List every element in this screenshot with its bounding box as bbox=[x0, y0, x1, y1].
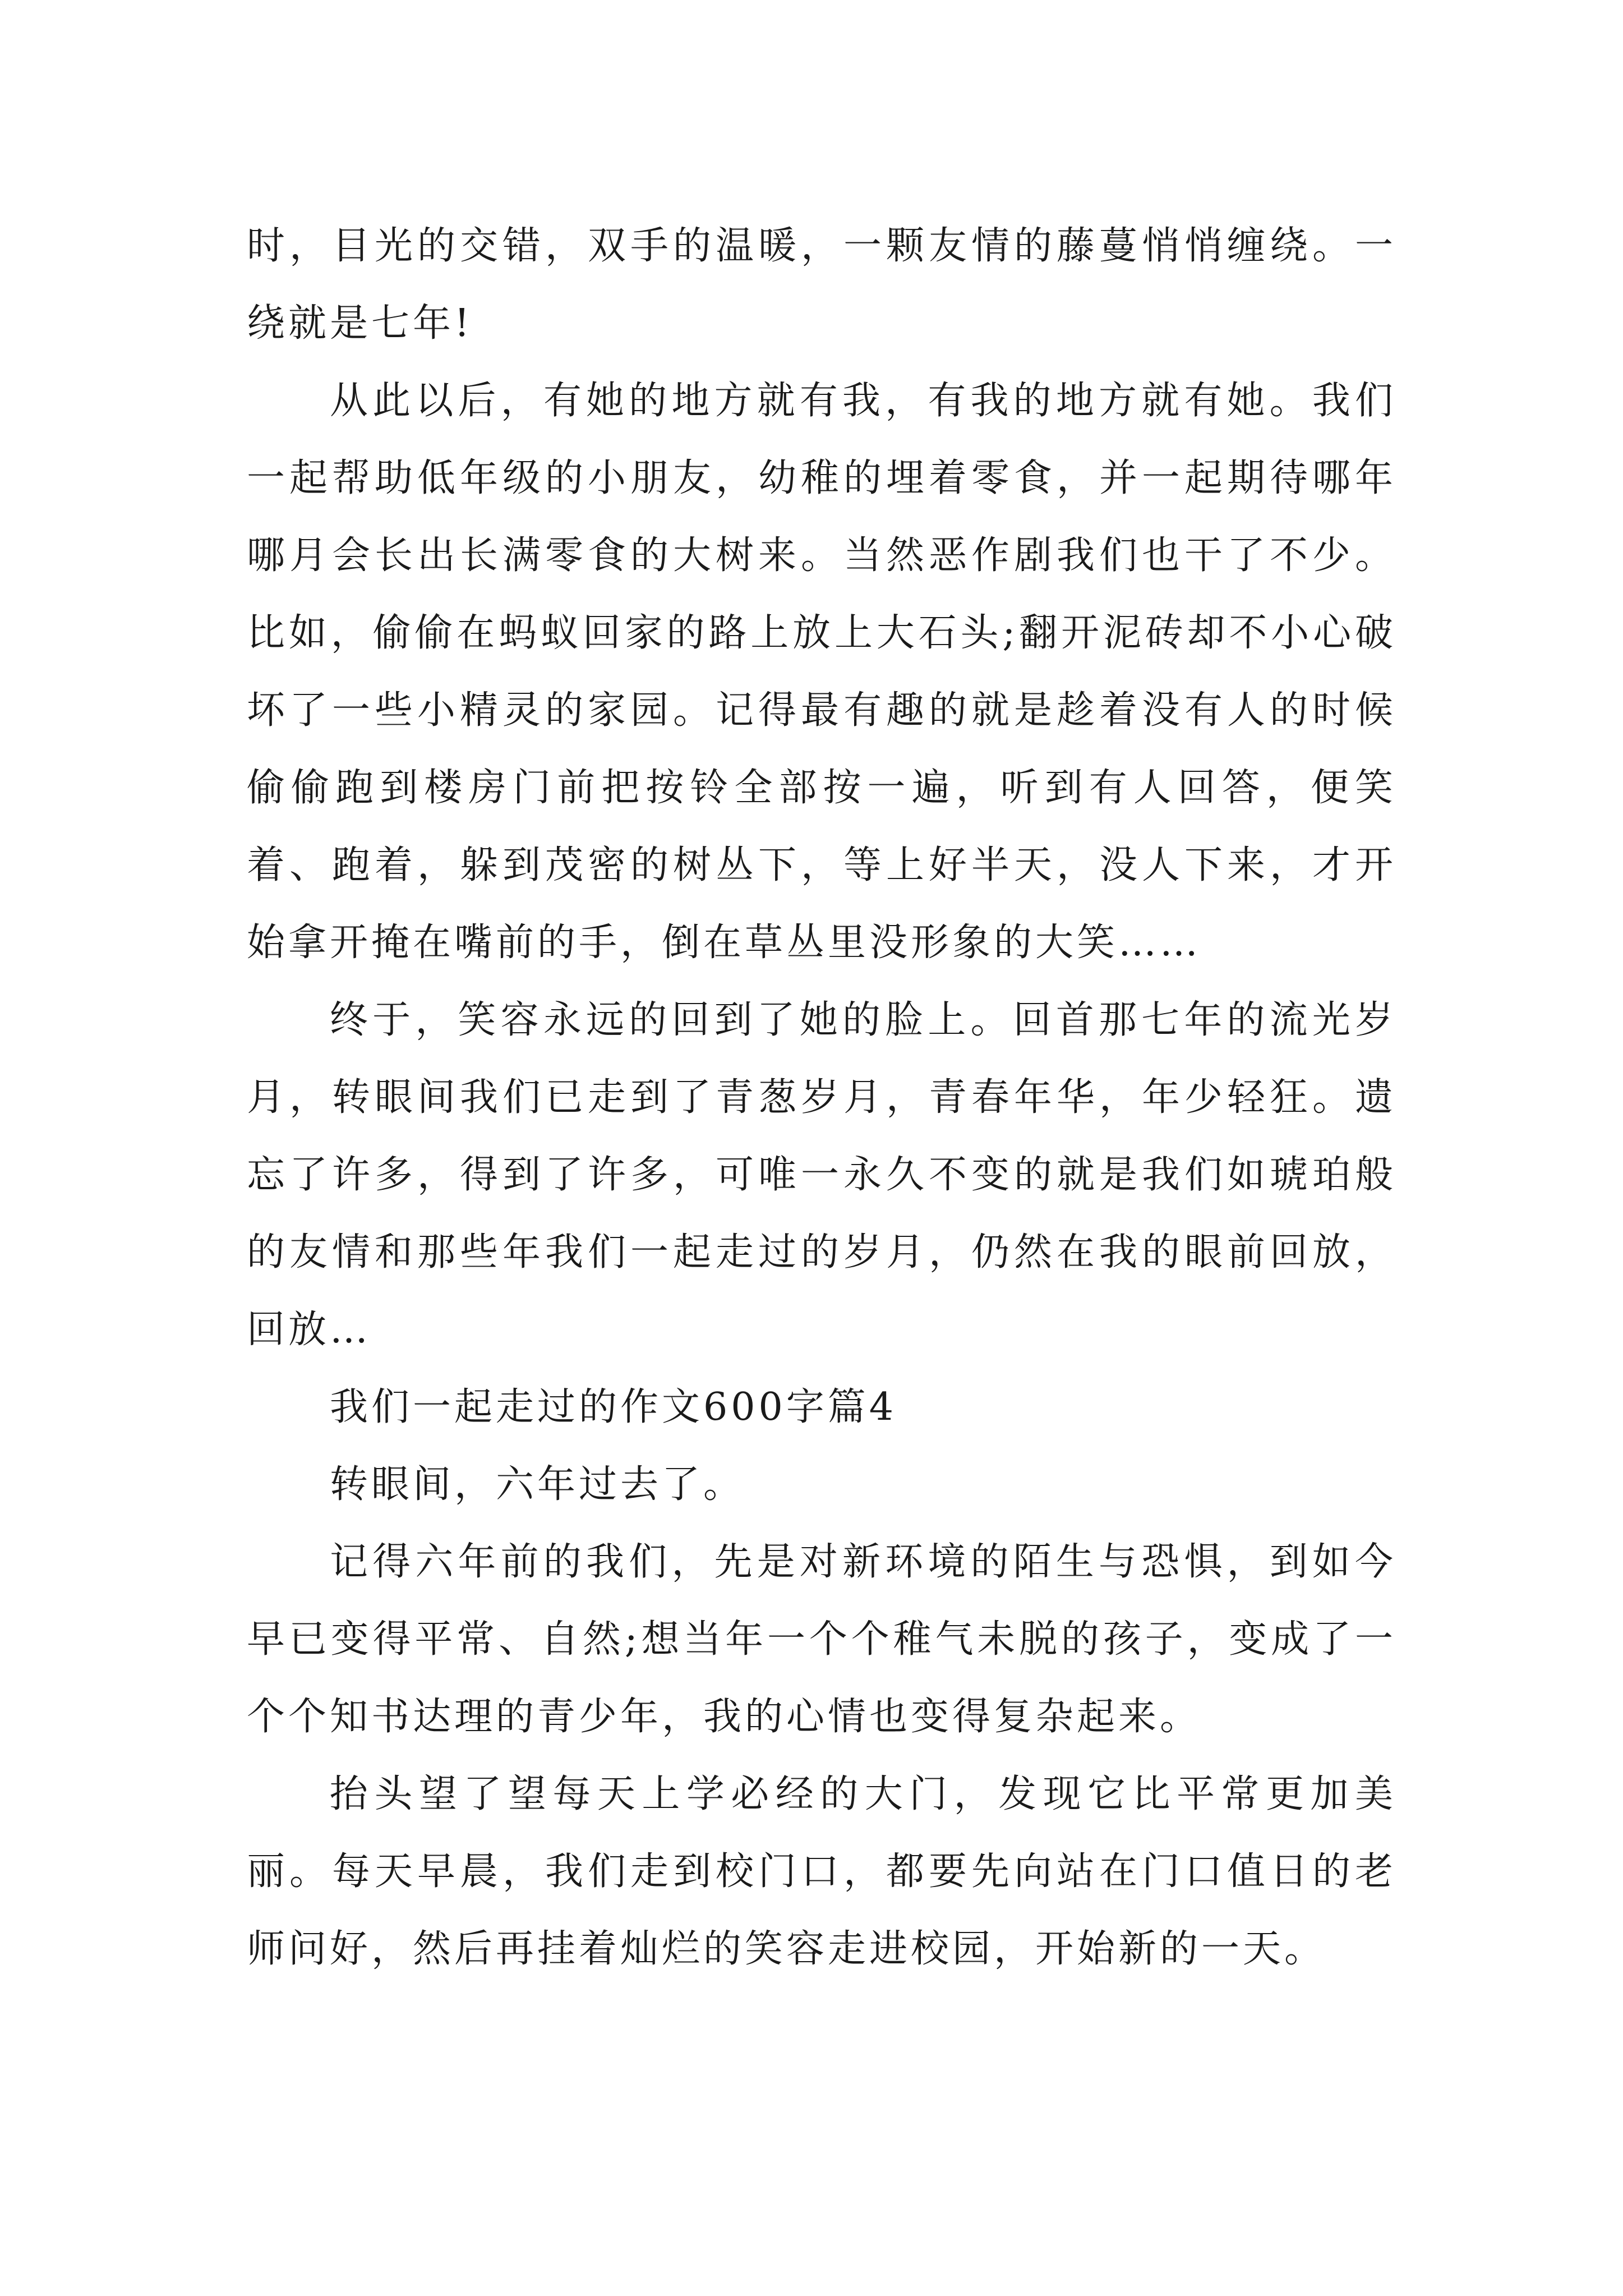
paragraph-school-gate: 抬头望了望每天上学必经的大门，发现它比平常更加美丽。每天早晨，我们走到校门口，都要先向站在门口值日的老师问好，然后再挂着灿烂的笑容走进校园，开始新的一天。 bbox=[247, 1772, 1396, 1971]
paragraph-continuation: 时，目光的交错，双手的温暖，一颗友情的藤蔓悄悄缠绕。一绕就是七年! bbox=[247, 224, 1396, 346]
paragraph-memories: 记得六年前的我们，先是对新环境的陌生与恐惧，到如今早已变得平常、自然;想当年一个个稚气未脱的孩子，变成了一个个知书达理的青少年，我的心情也变得复杂起来。 bbox=[247, 1540, 1396, 1739]
document-body bbox=[247, 208, 1396, 1988]
paragraph-six-years: 转眼间，六年过去了。 bbox=[330, 1462, 745, 1507]
paragraph-smile: 终于，笑容永远的回到了她的脸上。回首那七年的流光岁月，转眼间我们已走到了青葱岁月，青春年华，年少轻狂。遗忘了许多，得到了许多，可唯一永久不变的就是我们如琥珀般的友情和那些年我们一起走过的岁月，仍然在我的眼前回放，回放… bbox=[247, 998, 1396, 1352]
section-heading: 我们一起走过的作文600字篇4 bbox=[330, 1385, 897, 1429]
paragraph-friendship: 从此以后，有她的地方就有我，有我的地方就有她。我们一起帮助低年级的小朋友，幼稚的埋着零食，并一起期待哪年哪月会长出长满零食的大树来。当然恶作剧我们也干了不少。比如，偷偷在蚂蚁回家的路上放上大石头;翻开泥砖却不小心破坏了一些小精灵的家园。记得最有趣的就是趁着没有人的时候偷偷跑到楼房门前把按铃全部按一遍，听到有人回答，便笑着、跑着，躲到茂密的树丛下，等上好半天，没人下来，才开始拿开掩在嘴前的手，倒在草丛里没形象的大笑…… bbox=[247, 379, 1396, 965]
